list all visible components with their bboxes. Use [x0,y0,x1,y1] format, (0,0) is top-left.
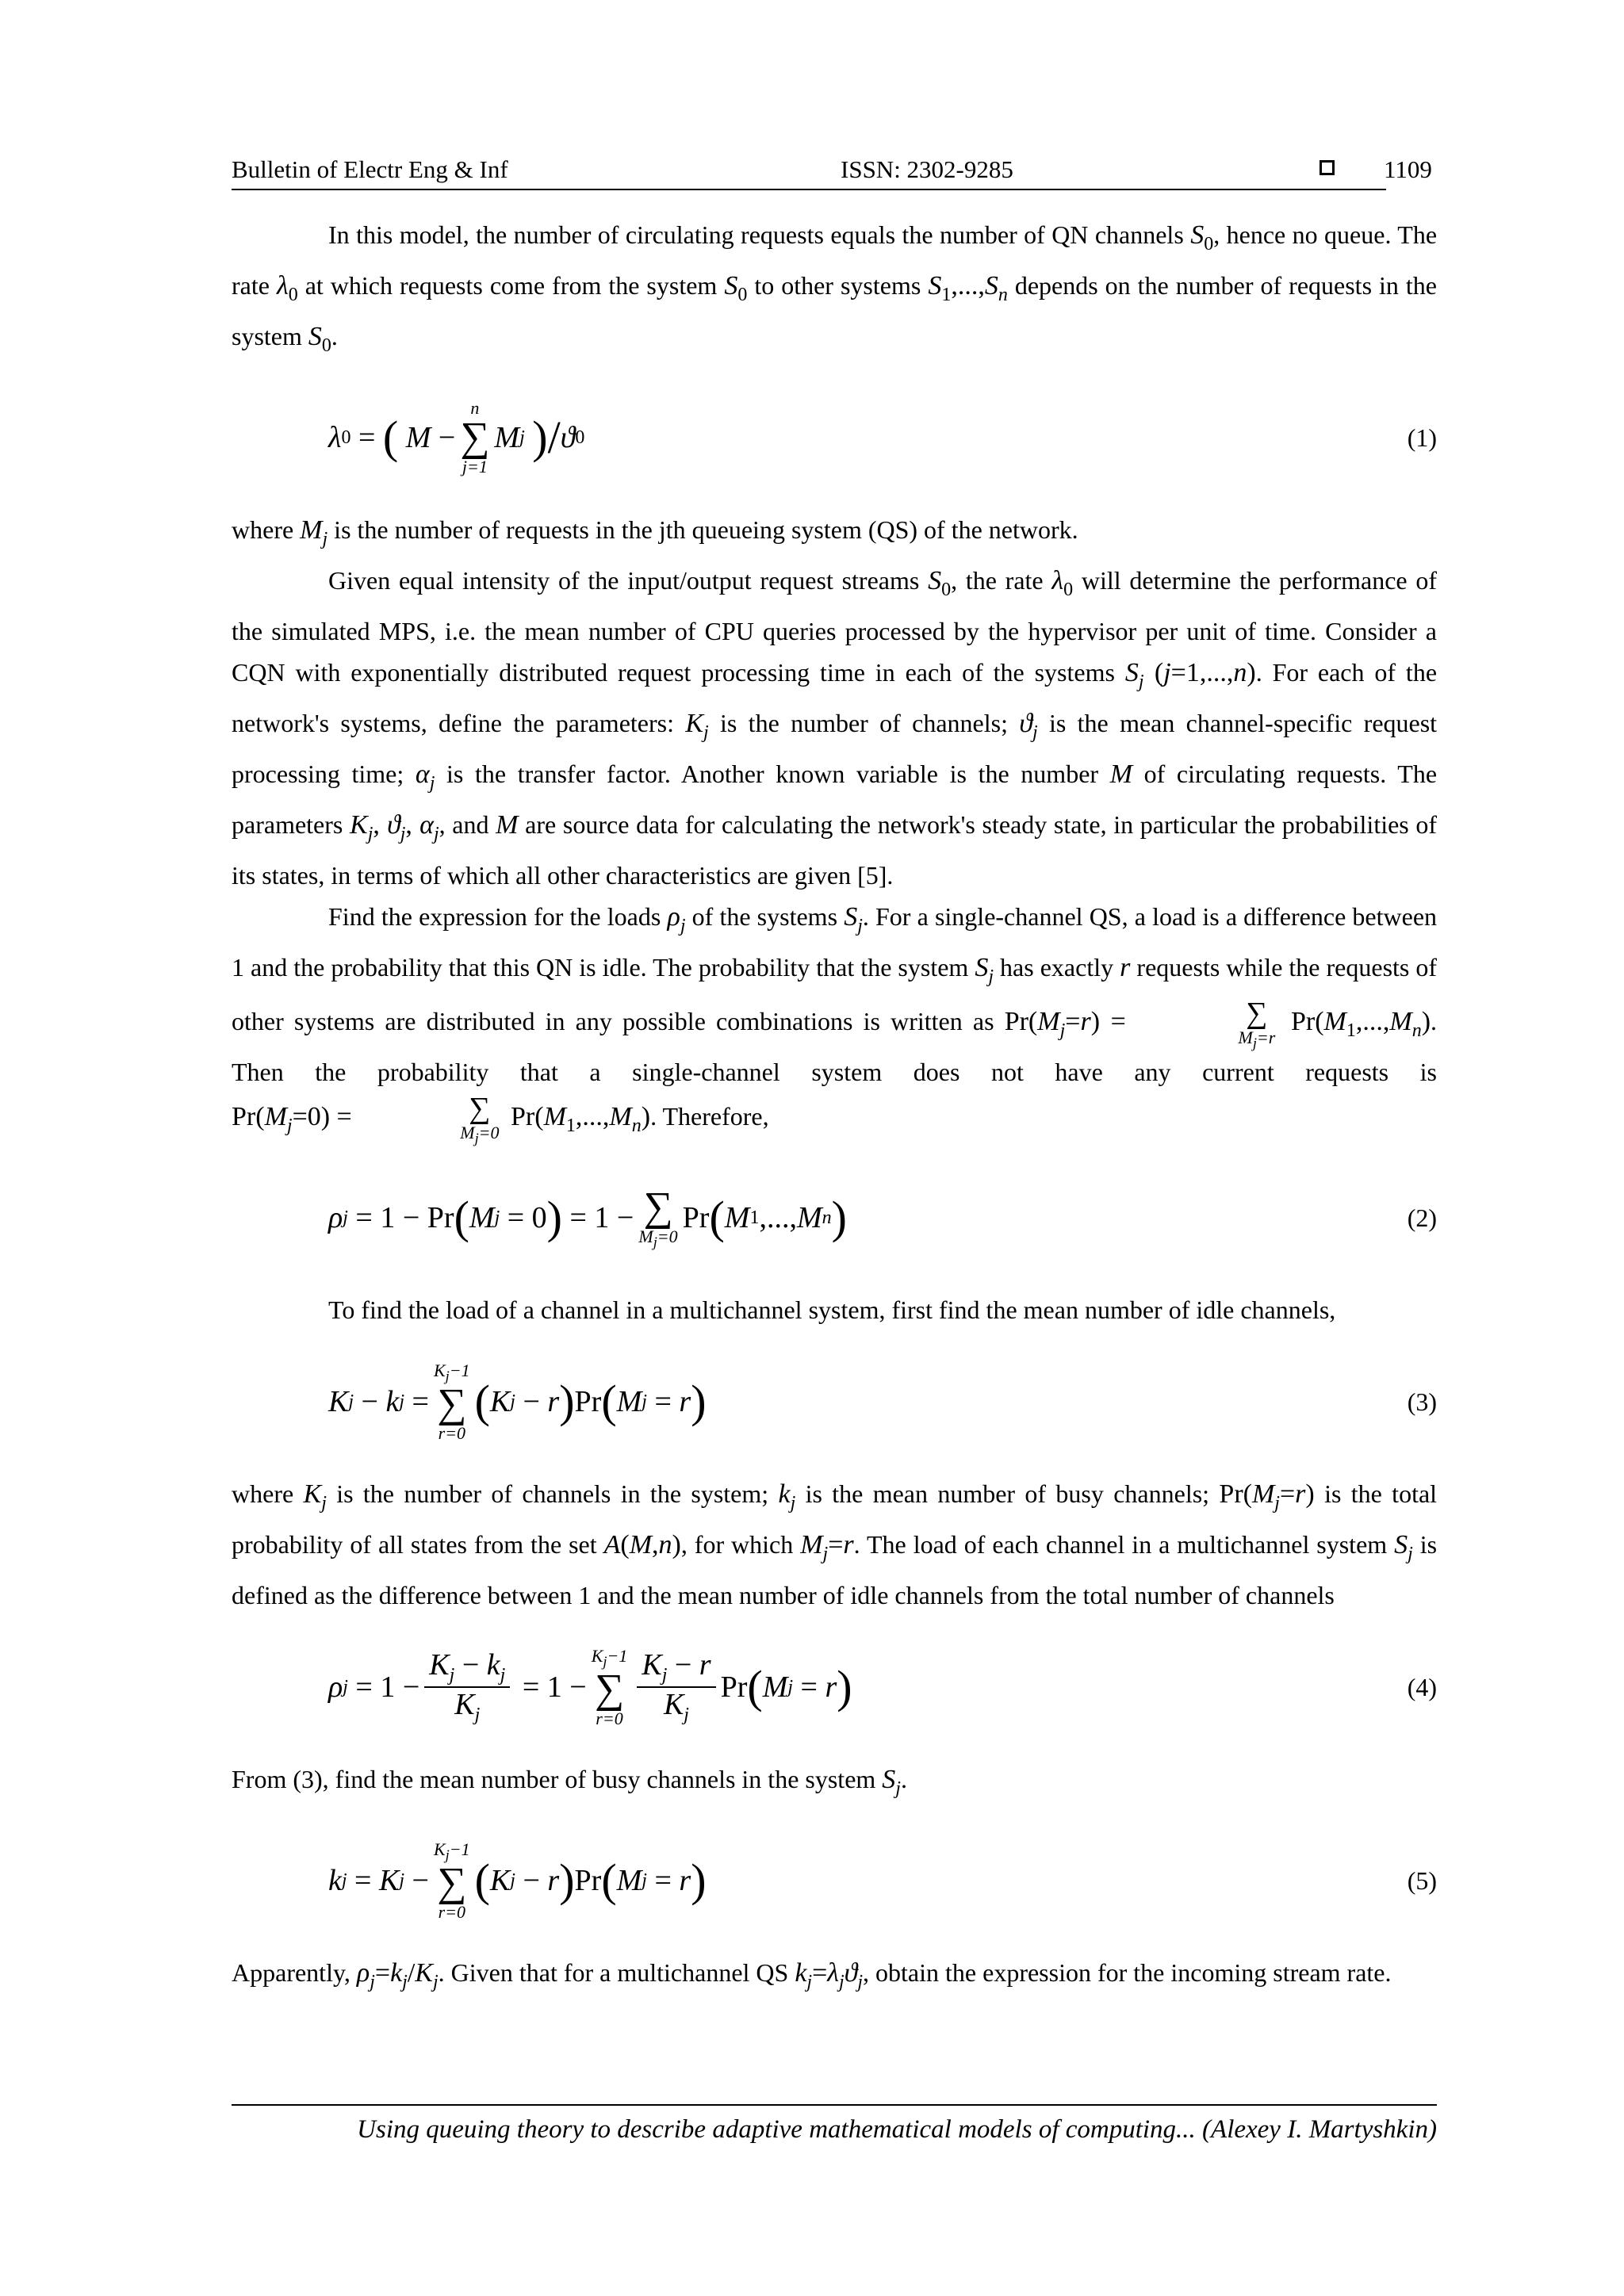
equation-2: ρ j = 1 − Pr ( M j = 0 ) = 1 − ∑ $M_j=0$ Pr ( M 1 ,..., M n ) (2) [232,1170,1437,1265]
paragraph-1: In this model, the number of circulating requests equals the number of QN channels $S_0$, hence no queue. The rate $\lambda_0$ at which requests come from the system $S_0$ to other systems $S_1,...,S_n$ depends on the number of requests in the system $S_0$. [232,220,1438,356]
page-header [232,155,1437,190]
equation-1: λ 0 = ( M − n ∑ j=1 M j ) / ϑ 0 (1) [232,390,1437,485]
footer-text: Using queuing theory to describe adaptive mathematical models of computing... (Alexey I. Martyshkin) [357,2115,1437,2144]
paragraph-4: Find the expression for the loads $\rho_j$ of the systems $S_j$. For a single-channel QS, a load is a difference between 1 and the probability that this QN is idle. The probability that the system $S_j$ has exactly r requests while the requests of other systems are distributed in any possible combinations is written as $Pr(M_j=r)$ = ∑ $M_j=r$ $Pr(M_1,...,M_n)$. Then the probability that a single-channel system does not have any current requests is $Pr(M_j=0)$ = ∑ $M_j=0$ $Pr(M_1,...,M_n)$. Therefore, [232,902,1438,1146]
header-rule [232,189,1386,190]
page-number: 1109 [1384,155,1432,183]
paragraph-7: From (3), find the mean number of busy channels in the system $S_j$. [232,1765,907,1800]
square-icon [1320,160,1335,175]
issn: ISSN: 2302-9285 [841,155,1013,183]
equation-number: (2) [1407,1203,1437,1233]
equation-number: (5) [1407,1866,1437,1896]
paragraph-6: where $K_j$ is the number of channels in the system; $k_j$ is the mean number of busy channels; $Pr(M_j=r)$ is the total probability of all states from the set A(M,n), for which $M_j=r$. The load of each channel in a multichannel system $S_j$ is defined as the difference between 1 and the mean number of idle channels from the total number of channels [232,1479,1438,1610]
paragraph-5: To find the load of a channel in a multichannel system, first find the mean number of idle channels, [328,1295,1336,1325]
equation-4: ρ j = 1 − $\frac{K_j - k_j}{K_j}$ = 1 − $K_j-1$ ∑ r=0 $\frac{K_j - r}{K_j}$ Pr ( M j = r ) (4) [232,1640,1437,1735]
footer-rule [232,2104,1437,2106]
paragraph-3: Given equal intensity of the input/output request streams $S_0$, the rate $\lambda_0$ will determine the performance of the simulated MPS, i.e. the mean number of CPU queries processed by the hypervisor per unit of time. Consider a CQN with exponentially distributed request processing time in each of the systems $S_j$ (j=1,...,n). For each of the network's systems, define the parameters: $K_j$ is the number of channels; $ϑ_j$ is the mean channel-specific request processing time; $\alpha_j$ is the transfer factor. Another known variable is the number M of circulating requests. The parameters $K_j$, $ϑ_j$, $\alpha_j$, and M are source data for calculating the network's steady state, in particular the probabilities of its states, in terms of which all other characteristics are given [5]. [232,566,1438,890]
page-footer [232,2104,1437,2145]
equation-5: k j = K j − $K_j-1$ ∑ r=0 ( K j − r ) Pr ( M j = r ) (5) [232,1833,1437,1928]
body-text [232,214,1437,2003]
equation-3: K j − k j = $K_j-1$ ∑ r=0 ( K j − r ) Pr ( M j = r ) (3) [232,1354,1437,1449]
equation-number: (3) [1407,1387,1437,1417]
paragraph-2: where $M_j$ is the number of requests in the jth queueing system (QS) of the network. [232,515,1078,549]
equation-number: (4) [1407,1673,1437,1702]
journal-name: Bulletin of Electr Eng & Inf [232,155,508,183]
paragraph-8: Apparently, $\rho_j=k_j/K_j$. Given that for a multichannel QS $k_j=\lambda_jϑ_j$, obtain the expression for the incoming stream rate. [232,1958,1392,1993]
equation-number: (1) [1407,423,1437,452]
